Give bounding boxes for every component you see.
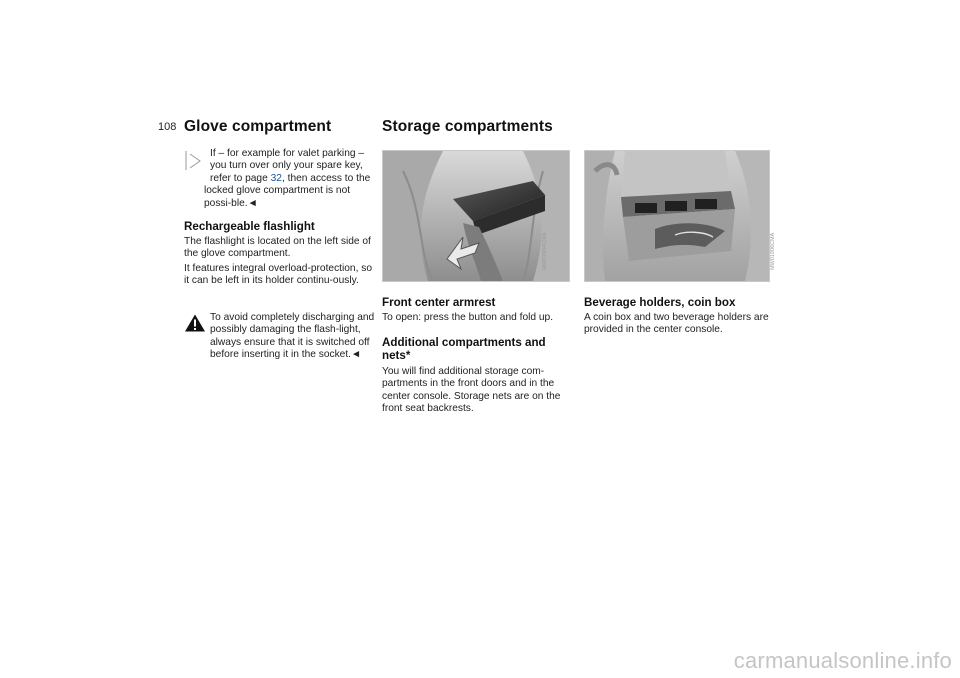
armrest-text: To open: press the button and fold up. — [382, 312, 554, 323]
flashlight-warning — [184, 312, 376, 362]
additional-compartments-heading: Additional compartments and nets* — [382, 336, 546, 362]
valet-note-text: If – for example for valet parking – you turn over only your spare key, refer to page — [210, 148, 365, 184]
warning-text: To avoid completely discharging and possibly damaging the flash-light, always ensure that it is switched off before inserting it in the socket. — [210, 312, 375, 361]
beverage-holder-photo — [584, 150, 770, 282]
flashlight-paragraph-1: The flashlight is located on the left side of the glove compartment. — [184, 236, 371, 260]
valet-note — [184, 148, 376, 210]
flashlight-heading: Rechargeable flashlight — [184, 220, 315, 233]
beverage-holders-text: A coin box and two beverage holders are provided in the center console. — [584, 312, 769, 336]
end-mark: ◄ — [351, 349, 362, 361]
watermark: carmanualsonline.info — [733, 648, 952, 673]
page-link-32[interactable]: 32 — [270, 172, 282, 184]
glove-compartment-title: Glove compartment — [184, 118, 332, 135]
storage-compartments-title: Storage compartments — [382, 118, 553, 135]
photo-code-right: MW01906CMA — [770, 232, 776, 270]
beverage-holder-illustration — [585, 151, 769, 281]
additional-compartments-text: You will find additional storage com-partments in the front doors and in the center console. Storage nets are on the front seat backrests. — [382, 366, 561, 415]
warning-icon — [184, 313, 206, 333]
end-mark: ◄ — [247, 197, 258, 209]
page-number: 108 — [158, 121, 177, 133]
armrest-heading: Front center armrest — [382, 296, 496, 309]
arrow-note-icon — [184, 148, 208, 173]
beverage-holders-heading: Beverage holders, coin box — [584, 296, 736, 309]
photo-code-left: MW01904CMA — [542, 232, 548, 270]
flashlight-paragraph-2: It features integral overload-protection, so it can be left in its holder continu-ously. — [184, 263, 373, 287]
valet-note-text-end: , then access to the locked glove compartment is not possi-ble. — [204, 172, 371, 209]
